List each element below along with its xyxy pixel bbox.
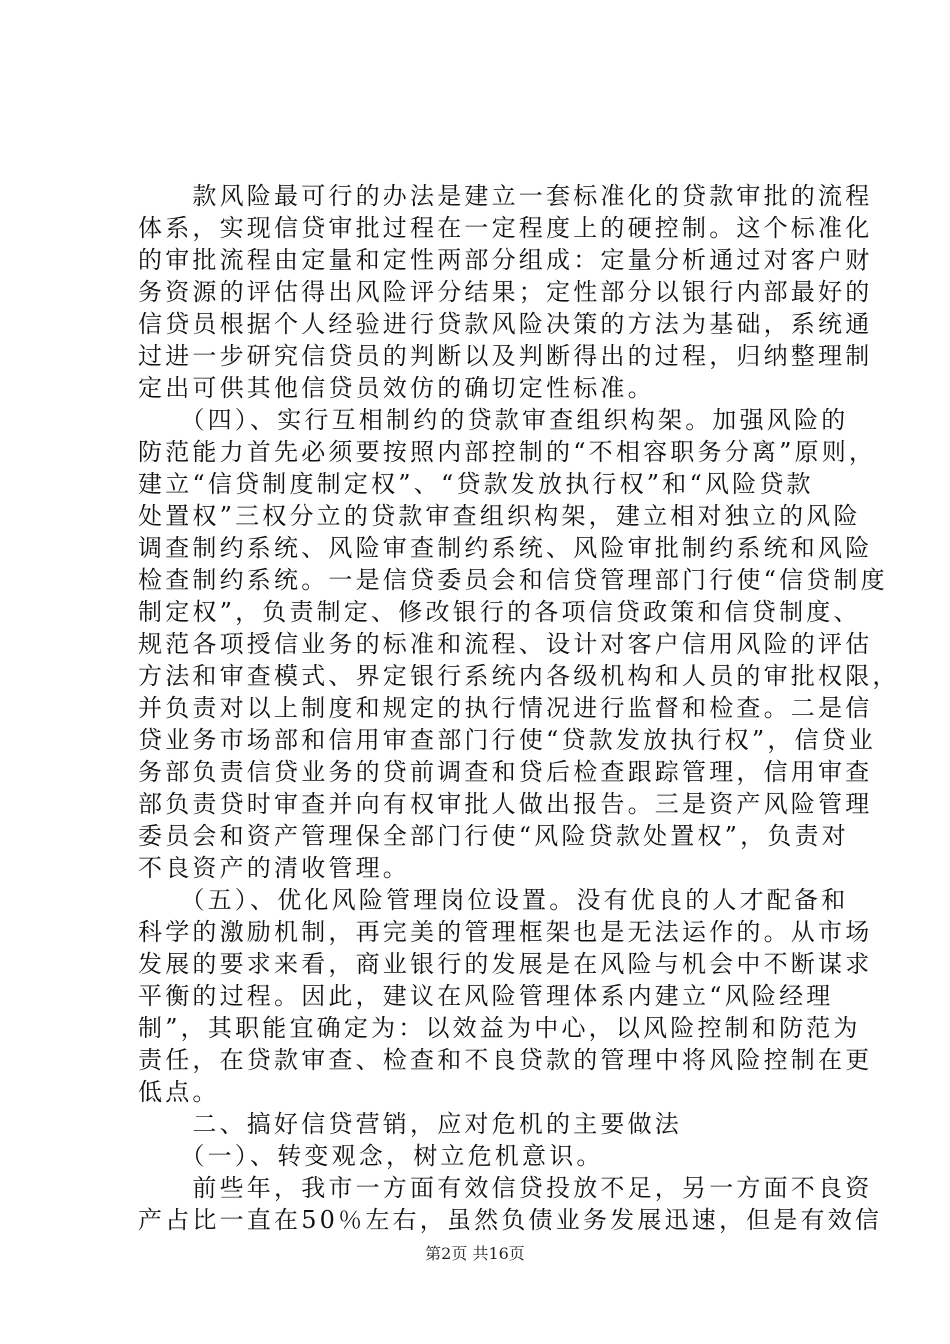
text-line: （一）、转变观念，树立危机意识。 xyxy=(138,1142,604,1170)
text-line: （四）、实行互相制约的贷款审查组织构架。加强风险的 xyxy=(138,406,849,434)
text-line: 处置权”三权分立的贷款审查组织构架，建立相对独立的风险 xyxy=(138,502,861,530)
text-line: 责任，在贷款审查、检查和不良贷款的管理中将风险控制在更 xyxy=(138,1046,873,1074)
text-line: 部负责贷时审查并向有权审批人做出报告。三是资产风险管理 xyxy=(138,790,873,818)
text-line: 的审批流程由定量和定性两部分组成：定量分析通过对客户财 xyxy=(138,246,873,274)
text-line: 体系，实现信贷审批过程在一定程度上的硬控制。这个标准化 xyxy=(138,214,873,242)
text-line: 检查制约系统。一是信贷委员会和信贷管理部门行使“信贷制度 xyxy=(138,566,888,594)
text-line: 贷业务市场部和信用审查部门行使“贷款发放执行权”，信贷业 xyxy=(138,726,877,754)
text-line: 款风险最可行的办法是建立一套标准化的贷款审批的流程 xyxy=(138,182,873,210)
text-line: 规范各项授信业务的标准和流程、设计对客户信用风险的评估 xyxy=(138,630,873,658)
text-line: 科学的激励机制，再完美的管理框架也是无法运作的。从市场 xyxy=(138,918,873,946)
text-line: 过进一步研究信贷员的判断以及判断得出的过程，归纳整理制 xyxy=(138,342,873,370)
text-line: 定出可供其他信贷员效仿的确切定性标准。 xyxy=(138,374,655,402)
text-line: 制定权”，负责制定、修改银行的各项信贷政策和信贷制度、 xyxy=(138,598,861,626)
text-line: 防范能力首先必须要按照内部控制的“不相容职务分离”原则， xyxy=(138,438,877,466)
text-line: 信贷员根据个人经验进行贷款风险决策的方法为基础，系统通 xyxy=(138,310,873,338)
text-line: 务部负责信贷业务的贷前调查和贷后检查跟踪管理，信用审查 xyxy=(138,758,873,786)
text-line: 不良资产的清收管理。 xyxy=(138,854,410,882)
text-line: 平衡的过程。因此，建议在风险管理体系内建立“风险经理 xyxy=(138,982,834,1010)
text-line: 并负责对以上制度和规定的执行情况进行监督和检查。二是信 xyxy=(138,694,873,722)
text-line: 发展的要求来看，商业银行的发展是在风险与机会中不断谋求 xyxy=(138,950,873,978)
text-line: 产占比一直在50％左右，虽然负债业务发展迅速，但是有效信 xyxy=(138,1206,883,1234)
text-line: 二、搞好信贷营销，应对危机的主要做法 xyxy=(138,1110,682,1138)
text-line: 低点。 xyxy=(138,1078,220,1106)
text-line: 制”，其职能宜确定为：以效益为中心，以风险控制和防范为 xyxy=(138,1014,861,1042)
page-number-footer: 第2页 共16页 xyxy=(425,1244,525,1263)
text-line: 建立“信贷制度制定权”、“贷款发放执行权”和“风险贷款 xyxy=(138,470,814,498)
text-line: 务资源的评估得出风险评分结果；定性部分以银行内部最好的 xyxy=(138,278,873,306)
text-line: 委员会和资产管理保全部门行使“风险贷款处置权”，负责对 xyxy=(138,822,849,850)
text-line: （五）、优化风险管理岗位设置。没有优良的人才配备和 xyxy=(138,886,849,914)
text-line: 方法和审查模式、界定银行系统内各级机构和人员的审批权限， xyxy=(138,662,900,690)
text-line: 前些年，我市一方面有效信贷投放不足，另一方面不良资 xyxy=(138,1174,873,1202)
text-line: 调查制约系统、风险审查制约系统、风险审批制约系统和风险 xyxy=(138,534,873,562)
